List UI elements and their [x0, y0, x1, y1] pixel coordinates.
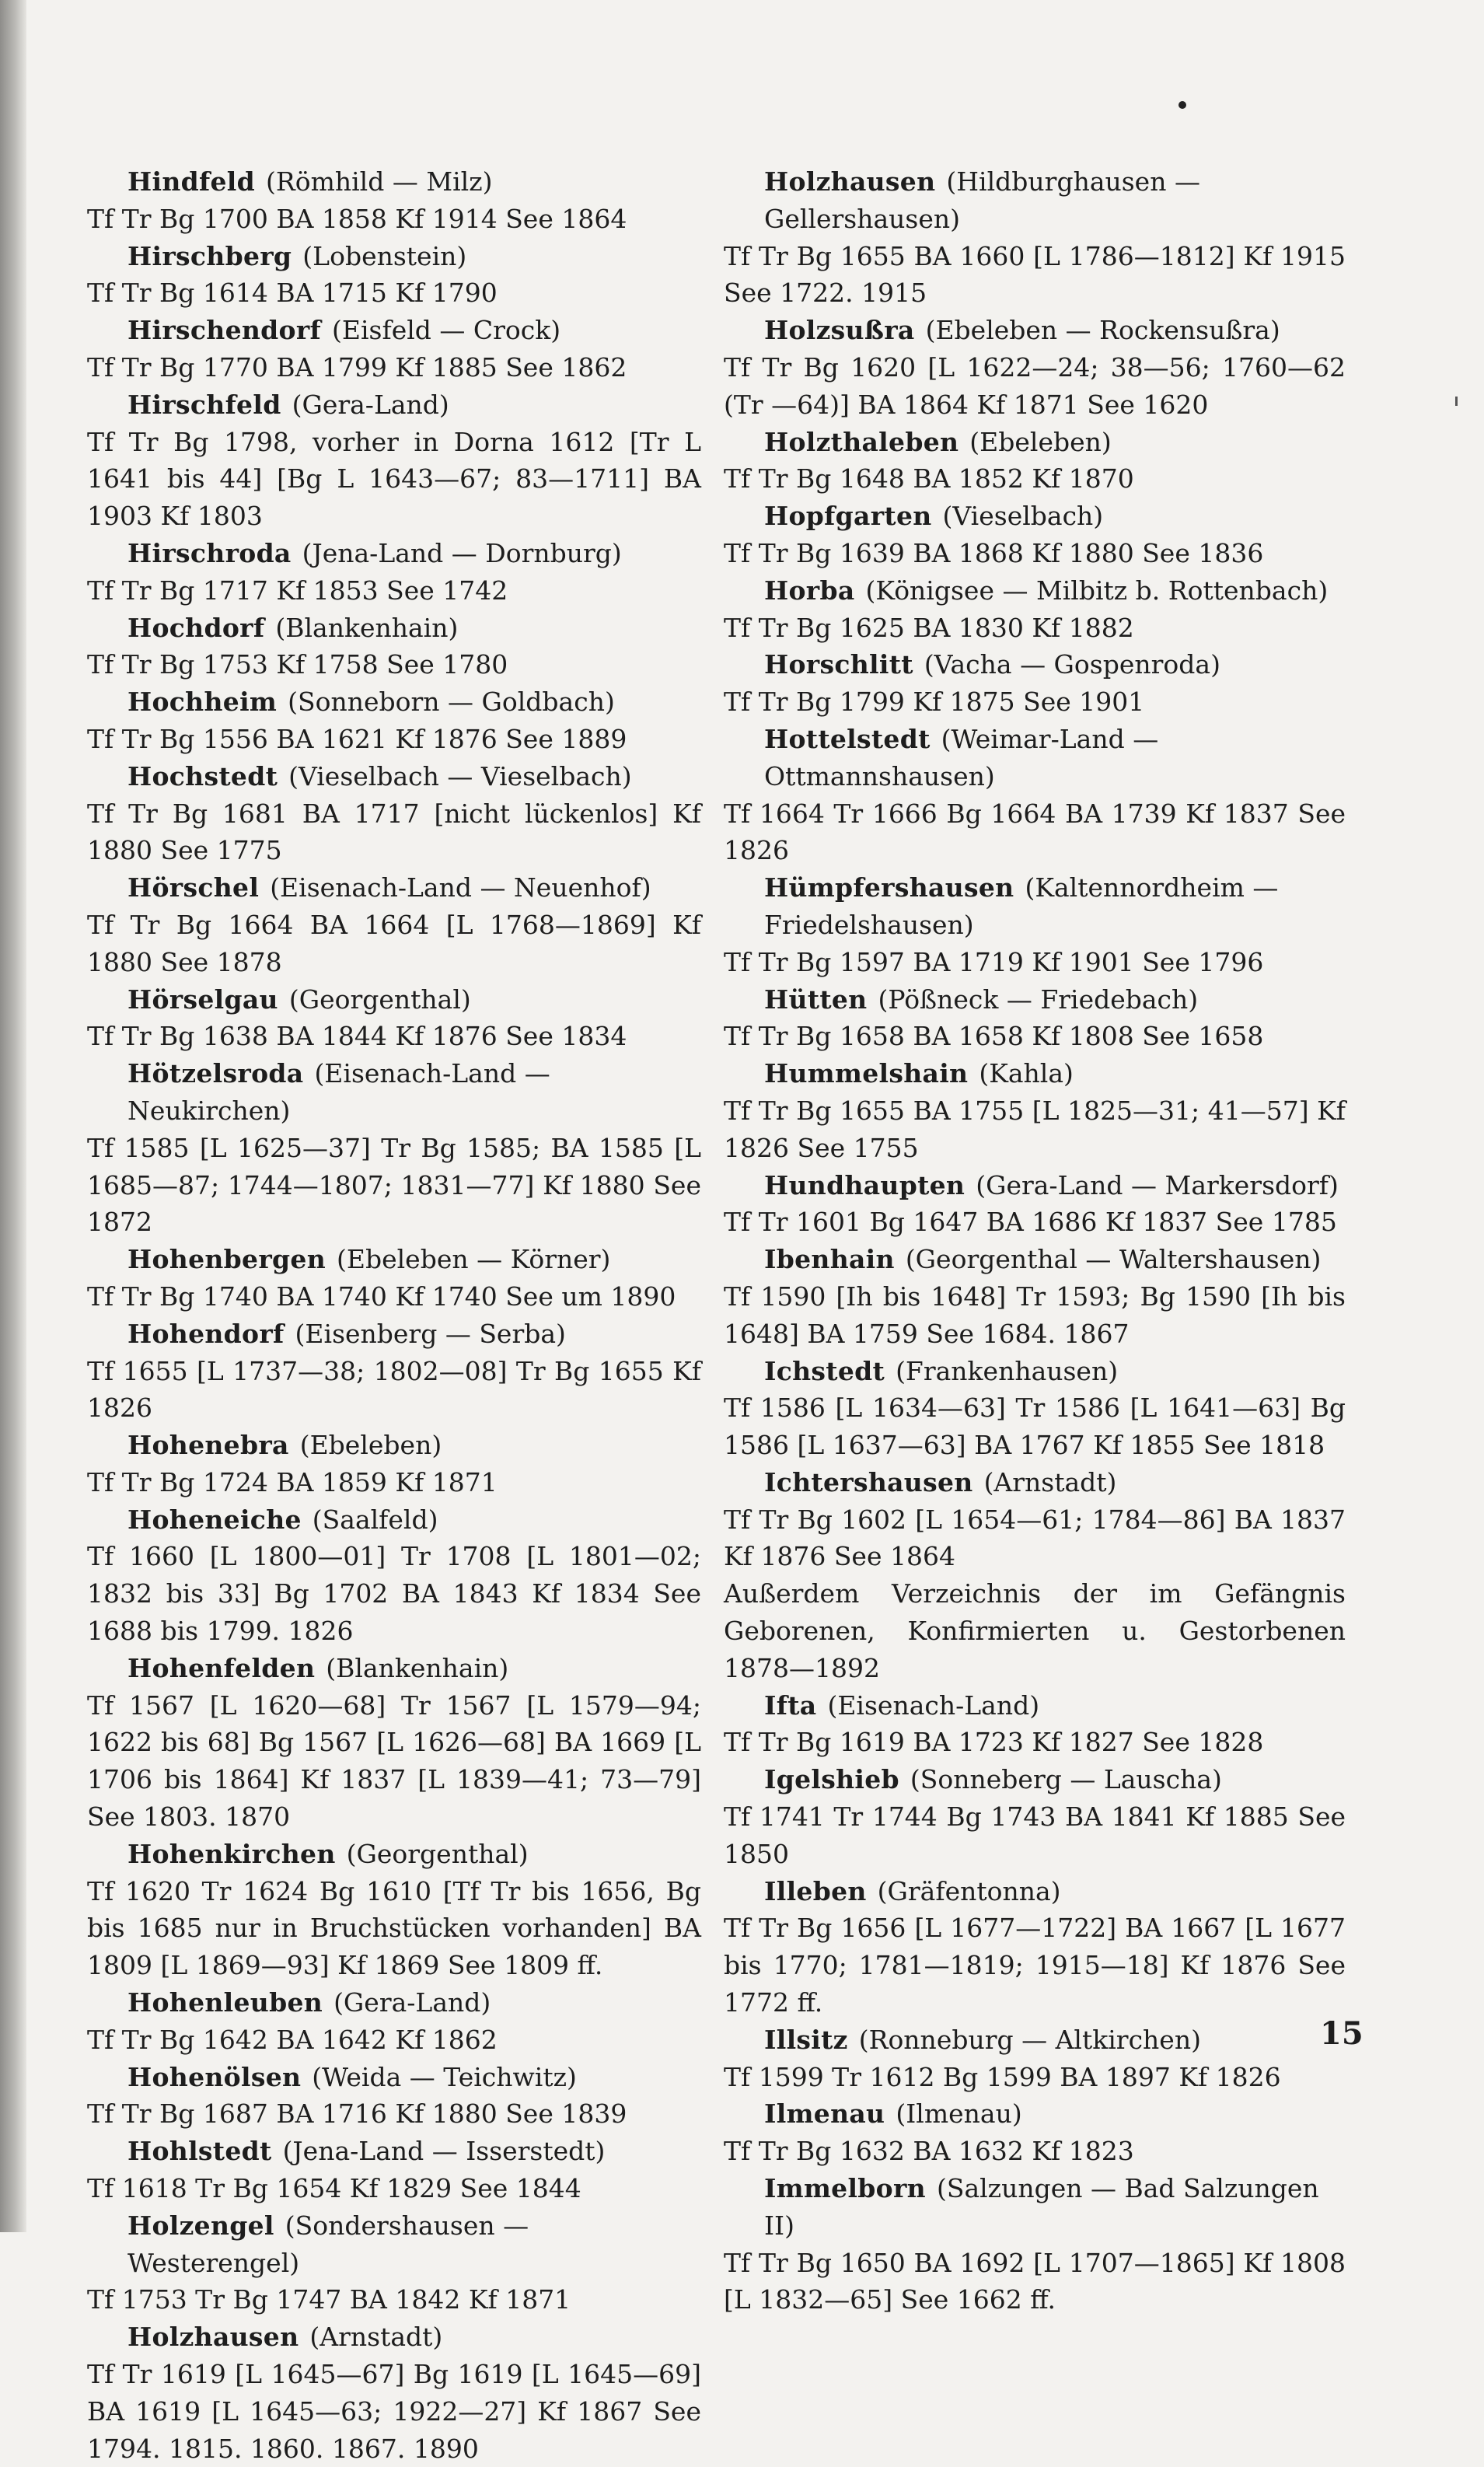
record-holdings: Tf 1620 Tr 1624 Bg 1610 [Tf Tr bis 1656, Bg bis 1685 nur in Bruchstücken vorhanden] BA 1809 [L 1869—93] Kf 1869 See 1809 ff. [87, 1875, 701, 1981]
record-holdings: Tf Tr Bg 1632 BA 1632 Kf 1823 [724, 2136, 1134, 2167]
place-name: Hohlstedt [127, 2136, 272, 2167]
place-name: Hohenleuben [127, 1987, 323, 2018]
record-holdings: Tf 1567 [L 1620—68] Tr 1567 [L 1579—94; 1622 bis 68] Bg 1567 [L 1626—68] BA 1669 [L 1706 bis 1864] Kf 1837 [L 1839—41; 73—79] See 1803. 1870 [87, 1690, 701, 1833]
book-binding-edge [0, 0, 26, 2232]
record-holdings: Tf Tr 1601 Bg 1647 BA 1686 Kf 1837 See 1785 [724, 1207, 1337, 1238]
entry-heading [87, 758, 701, 795]
record-holdings: Tf Tr Bg 1625 BA 1830 Kf 1882 [724, 612, 1134, 643]
entry-heading [87, 2207, 701, 2282]
place-name: Ilmenau [764, 2098, 885, 2130]
place-name: Hümpfershausen [764, 872, 1014, 903]
entry-heading [87, 2059, 701, 2096]
entry-heading [87, 238, 701, 275]
place-name: Hohenkirchen [127, 1838, 336, 1869]
record-holdings: Tf Tr Bg 1597 BA 1719 Kf 1901 See 1796 [724, 946, 1264, 977]
place-name: Hirschroda [127, 537, 292, 568]
district-name: (Frankenhausen) [896, 1355, 1119, 1386]
entry-heading [87, 386, 701, 424]
register-entry [724, 1575, 1346, 1686]
place-name: Holzthaleben [764, 426, 959, 457]
record-holdings: Tf 1753 Tr Bg 1747 BA 1842 Kf 1871 [87, 2284, 571, 2315]
register-entry [87, 238, 701, 313]
district-name: (Vacha — Gospenroda) [924, 649, 1220, 680]
district-name: (Eisenberg — Serba) [295, 1318, 566, 1349]
register-entry [87, 2133, 701, 2207]
district-name: (Ebeleben) [299, 1430, 442, 1461]
place-name: Hochdorf [127, 612, 265, 643]
place-name: Holzengel [127, 2210, 274, 2241]
register-entry [87, 1055, 701, 1241]
district-name: (Blankenhain) [326, 1652, 509, 1683]
record-holdings: Tf 1585 [L 1625—37] Tr Bg 1585; BA 1585 [L 1685—87; 1744—1807; 1831—77] Kf 1880 See 1872 [87, 1132, 701, 1238]
register-entry [87, 683, 701, 758]
register-entry [87, 2059, 701, 2133]
entry-heading [87, 1427, 701, 1464]
district-name: (Sonneberg — Lauscha) [910, 1764, 1222, 1795]
register-entry [87, 1984, 701, 2059]
district-name: (Ebeleben — Körner) [337, 1244, 611, 1275]
place-name: Ichstedt [764, 1355, 885, 1386]
record-holdings: Tf Tr Bg 1658 BA 1658 Kf 1808 See 1658 [724, 1021, 1264, 1052]
entry-heading [724, 2170, 1346, 2245]
entry-heading [724, 312, 1346, 349]
entry-heading [724, 424, 1346, 461]
record-holdings: Tf Tr Bg 1664 BA 1664 [L 1768—1869] Kf 1880 See 1878 [87, 909, 701, 977]
register-entry [87, 869, 701, 980]
record-holdings: Tf Tr Bg 1556 BA 1621 Kf 1876 See 1889 [87, 723, 627, 754]
district-name: (Vieselbach — Vieselbach) [288, 760, 632, 791]
register-entry [724, 312, 1346, 423]
entry-heading [724, 1761, 1346, 1798]
register-entry [724, 1761, 1346, 1872]
district-name: (Jena-Land — Isserstedt) [282, 2136, 606, 2167]
place-name: Hirschendorf [127, 315, 322, 346]
entry-heading [724, 981, 1346, 1019]
record-holdings: Tf 1741 Tr 1744 Bg 1743 BA 1841 Kf 1885 See 1850 [724, 1801, 1346, 1869]
register-entry [87, 981, 701, 1056]
district-name: (Georgenthal) [346, 1838, 529, 1869]
record-holdings: Tf Tr 1619 [L 1645—67] Bg 1619 [L 1645—69] BA 1619 [L 1645—63; 1922—27] Kf 1867 See 1794. 1815. 1860. 1867. 1890 [87, 2359, 701, 2464]
entry-heading [87, 1316, 701, 1353]
right-column [724, 163, 1346, 2318]
district-name: (Königsee — Milbitz b. Rottenbach) [865, 575, 1329, 606]
register-entry [87, 1836, 701, 1984]
register-entry [87, 535, 701, 610]
place-name: Immelborn [764, 2173, 926, 2204]
place-name: Hirschfeld [127, 389, 281, 420]
place-name: Holzhausen [764, 166, 936, 197]
district-name: (Sondershausen — Westerengel) [127, 2210, 529, 2278]
entry-heading [724, 1687, 1346, 1724]
register-entry [724, 1464, 1346, 1575]
record-holdings: Tf 1599 Tr 1612 Bg 1599 BA 1897 Kf 1826 [724, 2061, 1281, 2092]
register-entry [724, 721, 1346, 869]
record-holdings: Tf Tr Bg 1724 BA 1859 Kf 1871 [87, 1466, 498, 1497]
record-holdings: Tf Tr Bg 1602 [L 1654—61; 1784—86] BA 1837 Kf 1876 See 1864 [724, 1504, 1346, 1572]
register-entry [87, 610, 701, 684]
entry-heading [87, 869, 701, 907]
register-entry [724, 163, 1346, 312]
record-holdings: Tf 1618 Tr Bg 1654 Kf 1829 See 1844 [87, 2173, 581, 2204]
entry-heading [724, 1353, 1346, 1390]
entry-heading [87, 312, 701, 349]
district-name: (Eisenach-Land) [827, 1690, 1040, 1721]
district-name: (Georgenthal) [288, 984, 471, 1015]
district-name: (Ronneburg — Altkirchen) [858, 2024, 1201, 2055]
entry-heading [87, 1241, 701, 1278]
register-entry [87, 386, 701, 535]
register-entry [87, 1650, 701, 1836]
record-holdings: Tf 1590 [Ih bis 1648] Tr 1593; Bg 1590 [Ih bis 1648] BA 1759 See 1684. 1867 [724, 1281, 1346, 1349]
place-name: Hochstedt [127, 760, 278, 791]
register-entry [87, 2207, 701, 2318]
record-holdings: Tf Tr Bg 1620 [L 1622—24; 38—56; 1760—62 (Tr —64)] BA 1864 Kf 1871 See 1620 [724, 351, 1346, 420]
place-name: Horschlitt [764, 649, 913, 680]
place-name: Hohenbergen [127, 1244, 326, 1275]
entry-heading [87, 2318, 701, 2356]
record-holdings: Tf Tr Bg 1770 BA 1799 Kf 1885 See 1862 [87, 351, 627, 383]
entry-heading [87, 610, 701, 647]
place-name: Hirschberg [127, 240, 292, 271]
entry-heading [724, 721, 1346, 795]
district-name: (Weida — Teichwitz) [312, 2061, 577, 2092]
register-entry [724, 1353, 1346, 1464]
register-entry [724, 2170, 1346, 2318]
record-holdings: Tf Tr Bg 1681 BA 1717 [nicht lückenlos] Kf 1880 See 1775 [87, 798, 701, 866]
register-entry [724, 1873, 1346, 2021]
entry-heading [724, 1873, 1346, 1910]
record-holdings: Tf Tr Bg 1740 BA 1740 Kf 1740 See um 1890 [87, 1281, 676, 1312]
place-name: Hundhaupten [764, 1169, 965, 1200]
district-name: (Römhild — Milz) [265, 166, 493, 197]
register-entry [87, 163, 701, 238]
district-name: (Kahla) [979, 1058, 1074, 1089]
record-holdings: Tf 1660 [L 1800—01] Tr 1708 [L 1801—02; 1832 bis 33] Bg 1702 BA 1843 Kf 1834 See 1688 bis 1799. 1826 [87, 1541, 701, 1647]
record-holdings: Außerdem Verzeichnis der im Gefängnis Geborenen, Konfirmierten u. Gestorbenen 1878—1892 [724, 1578, 1346, 1683]
place-name: Hötzelsroda [127, 1058, 304, 1089]
place-name: Igelshieb [764, 1764, 899, 1795]
record-holdings: Tf 1664 Tr 1666 Bg 1664 BA 1739 Kf 1837 See 1826 [724, 798, 1346, 866]
district-name: (Gera-Land) [292, 389, 449, 420]
record-holdings: Tf Tr Bg 1650 BA 1692 [L 1707—1865] Kf 1808 [L 1832—65] See 1662 ff. [724, 2247, 1346, 2315]
entry-heading [724, 1241, 1346, 1278]
entry-heading [724, 869, 1346, 944]
record-holdings: Tf Tr Bg 1656 [L 1677—1722] BA 1667 [L 1677 bis 1770; 1781—1819; 1915—18] Kf 1876 See 1772 ff. [724, 1913, 1346, 2018]
record-holdings: Tf 1655 [L 1737—38; 1802—08] Tr Bg 1655 Kf 1826 [87, 1355, 701, 1424]
district-name: (Saalfeld) [312, 1504, 438, 1535]
record-holdings: Tf Tr Bg 1648 BA 1852 Kf 1870 [724, 463, 1134, 494]
district-name: (Eisfeld — Crock) [332, 315, 561, 346]
register-entry [724, 1241, 1346, 1352]
register-entry [724, 981, 1346, 1056]
record-holdings: Tf Tr Bg 1753 Kf 1758 See 1780 [87, 649, 508, 680]
place-name: Horba [764, 575, 855, 606]
page-number: 15 [1320, 2015, 1364, 2052]
entry-heading [724, 1167, 1346, 1204]
place-name: Holzhausen [127, 2322, 299, 2353]
district-name: (Jena-Land — Dornburg) [302, 537, 622, 568]
district-name: (Gera-Land — Markersdorf) [976, 1169, 1339, 1200]
district-name: (Vieselbach) [942, 501, 1104, 532]
district-name: (Ebeleben) [969, 426, 1112, 457]
entry-heading [87, 1650, 701, 1687]
entry-heading [724, 2095, 1346, 2133]
district-name: (Georgenthal — Waltershausen) [905, 1244, 1322, 1275]
entry-heading [724, 646, 1346, 683]
record-holdings: Tf Tr Bg 1700 BA 1858 Kf 1914 See 1864 [87, 203, 627, 234]
register-entry [87, 758, 701, 869]
entry-heading [724, 1464, 1346, 1501]
register-entry [724, 869, 1346, 980]
record-holdings: Tf 1586 [L 1634—63] Tr 1586 [L 1641—63] Bg 1586 [L 1637—63] BA 1767 Kf 1855 See 1818 [724, 1392, 1346, 1461]
district-name: (Eisenach-Land — Neuenhof) [270, 872, 651, 903]
place-name: Hochheim [127, 687, 278, 718]
register-entry [724, 424, 1346, 498]
register-entry [87, 1427, 701, 1501]
entry-heading [724, 498, 1346, 535]
district-name: (Arnstadt) [983, 1466, 1117, 1497]
entry-heading [87, 163, 701, 201]
entry-heading [87, 1055, 701, 1130]
entry-heading [87, 1836, 701, 1873]
district-name: (Gera-Land) [333, 1987, 491, 2018]
place-name: Hoheneiche [127, 1504, 302, 1535]
record-holdings: Tf Tr Bg 1642 BA 1642 Kf 1862 [87, 2024, 498, 2055]
place-name: Hummelshain [764, 1058, 969, 1089]
place-name: Hütten [764, 984, 868, 1015]
register-entry [724, 1055, 1346, 1166]
record-holdings: Tf Tr Bg 1717 Kf 1853 See 1742 [87, 575, 508, 606]
entry-heading [724, 1055, 1346, 1092]
place-name: Ibenhain [764, 1244, 895, 1275]
record-holdings: Tf Tr Bg 1799 Kf 1875 See 1901 [724, 687, 1145, 718]
stray-mark [1455, 397, 1458, 406]
record-holdings: Tf Tr Bg 1619 BA 1723 Kf 1827 See 1828 [724, 1727, 1264, 1758]
entry-heading [87, 1501, 701, 1539]
register-entry [724, 1687, 1346, 1762]
register-entry [724, 646, 1346, 721]
district-name: (Ilmenau) [896, 2098, 1022, 2130]
district-name: (Salzungen — Bad Salzungen II) [764, 2173, 1319, 2241]
place-name: Hottelstedt [764, 723, 931, 754]
place-name: Hindfeld [127, 166, 255, 197]
place-name: Ifta [764, 1690, 817, 1721]
register-entry [724, 2021, 1346, 2096]
district-name: (Lobenstein) [302, 240, 467, 271]
district-name: (Sonneborn — Goldbach) [288, 687, 615, 718]
register-entry [87, 2318, 701, 2467]
place-name: Illsitz [764, 2024, 848, 2055]
record-holdings: Tf Tr Bg 1655 BA 1660 [L 1786—1812] Kf 1915 See 1722. 1915 [724, 240, 1346, 309]
place-name: Illeben [764, 1875, 867, 1906]
register-entry [87, 1241, 701, 1316]
register-entry [724, 2095, 1346, 2170]
entry-heading [87, 535, 701, 572]
entry-heading [87, 683, 701, 721]
record-holdings: Tf Tr Bg 1639 BA 1868 Kf 1880 See 1836 [724, 537, 1264, 568]
place-name: Hopfgarten [764, 501, 932, 532]
place-name: Hohendorf [127, 1318, 285, 1349]
register-entry [724, 572, 1346, 647]
place-name: Hörschel [127, 872, 260, 903]
record-holdings: Tf Tr Bg 1614 BA 1715 Kf 1790 [87, 278, 498, 309]
register-entry [87, 1501, 701, 1650]
district-name: (Eisenach-Land — Neukirchen) [127, 1058, 550, 1126]
record-holdings: Tf Tr Bg 1687 BA 1716 Kf 1880 See 1839 [87, 2098, 627, 2130]
register-entry [87, 1316, 701, 1427]
place-name: Ichtershausen [764, 1466, 973, 1497]
entry-heading [87, 1984, 701, 2021]
district-name: (Weimar-Land — Ottmannshausen) [764, 723, 1159, 791]
place-name: Hörselgau [127, 984, 278, 1015]
place-name: Hohenölsen [127, 2061, 302, 2092]
district-name: (Blankenhain) [275, 612, 459, 643]
entry-heading [724, 163, 1346, 238]
ink-dot [1178, 101, 1186, 109]
district-name: (Pößneck — Friedebach) [878, 984, 1199, 1015]
district-name: (Hildburghausen — Gellershausen) [764, 166, 1200, 234]
entry-heading [87, 2133, 701, 2170]
record-holdings: Tf Tr Bg 1798, vorher in Dorna 1612 [Tr L 1641 bis 44] [Bg L 1643—67; 83—1711] BA 1903 Kf 1803 [87, 426, 701, 532]
left-column [87, 163, 701, 2467]
district-name: (Gräfentonna) [877, 1875, 1061, 1906]
entry-heading [724, 2021, 1346, 2059]
record-holdings: Tf Tr Bg 1655 BA 1755 [L 1825—31; 41—57] Kf 1826 See 1755 [724, 1095, 1346, 1163]
register-entry [724, 498, 1346, 572]
entry-heading [87, 981, 701, 1019]
register-entry [87, 312, 701, 386]
entry-heading [724, 572, 1346, 610]
district-name: (Kaltennordheim — Friedelshausen) [764, 872, 1279, 940]
register-entry [724, 1167, 1346, 1242]
place-name: Holzsußra [764, 315, 915, 346]
record-holdings: Tf Tr Bg 1638 BA 1844 Kf 1876 See 1834 [87, 1021, 627, 1052]
district-name: (Ebeleben — Rockensußra) [925, 315, 1280, 346]
place-name: Hohenfelden [127, 1652, 316, 1683]
place-name: Hohenebra [127, 1430, 289, 1461]
district-name: (Arnstadt) [309, 2322, 443, 2353]
